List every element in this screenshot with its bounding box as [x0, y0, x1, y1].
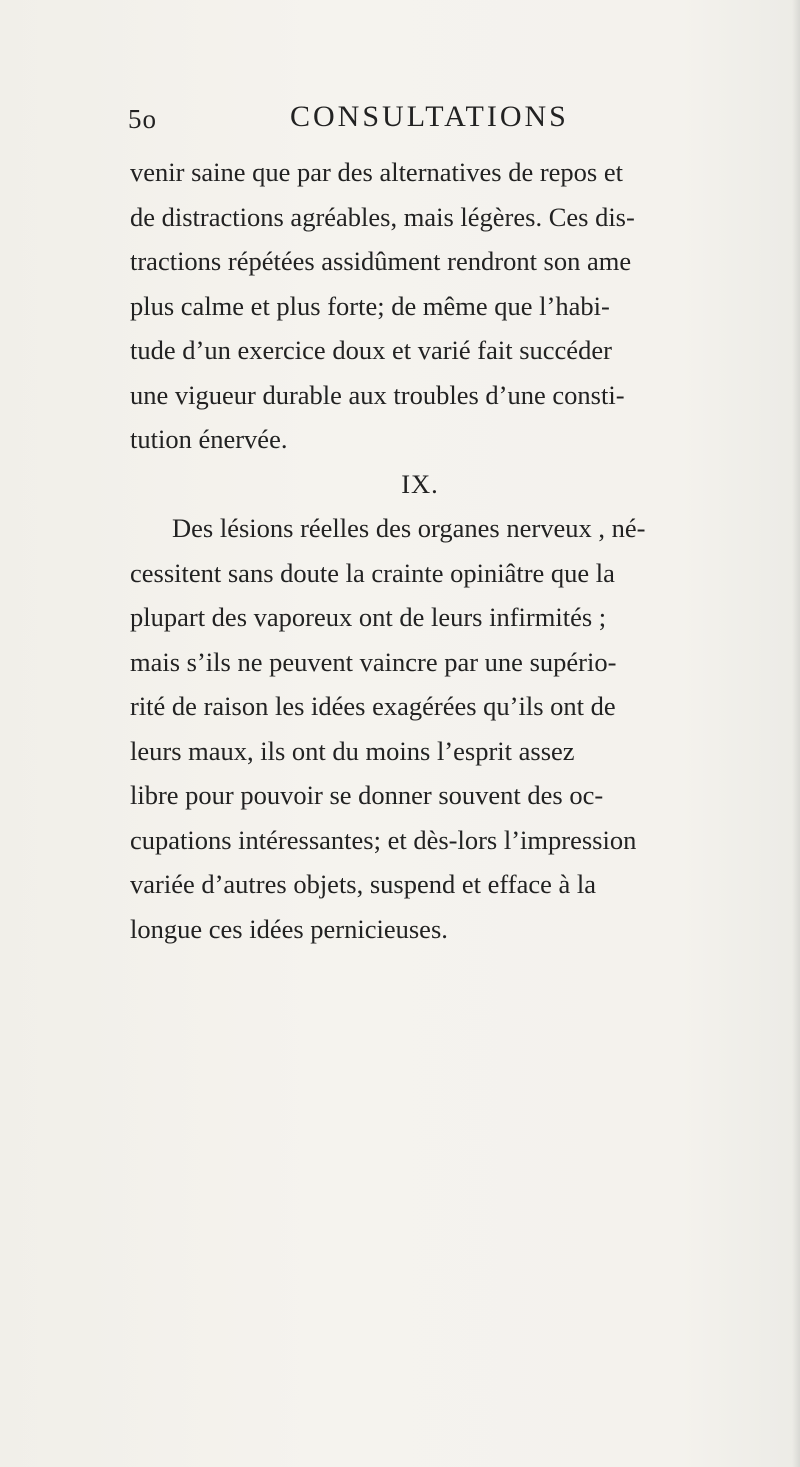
text-line: tractions répétées assidûment rendront son ame	[130, 246, 632, 276]
text-line: une vigueur durable aux troubles d’une consti-	[130, 379, 625, 410]
page-number: 5o	[128, 104, 157, 134]
text-line: leurs maux, ils ont du moins l’esprit assez	[130, 735, 575, 766]
text-line: tution énervée.	[130, 424, 288, 454]
text-line: plupart des vaporeux ont de leurs infirmités ;	[130, 602, 607, 632]
page-header	[128, 100, 688, 144]
page-edge-shadow	[792, 0, 800, 1467]
text-line: Des lésions réelles des organes nerveux , né-	[172, 513, 646, 543]
text-line: cessitent sans doute la crainte opiniâtre que la	[130, 557, 615, 588]
text-line: libre pour pouvoir se donner souvent des oc-	[130, 780, 604, 810]
text-line: mais s’ils ne peuvent vaincre par une supério-	[130, 646, 617, 677]
text-line: cupations intéressantes; et dès-lors l’impression	[130, 824, 637, 855]
text-line: rité de raison les idées exagérées qu’ils ont de	[130, 691, 616, 721]
text-line: de distractions agréables, mais légères. Ces dis-	[130, 201, 635, 232]
section-heading: IX.	[401, 468, 439, 499]
text-line: plus calme et plus forte; de même que l’habi-	[130, 290, 610, 321]
body-text	[130, 150, 690, 951]
text-line: variée d’autres objets, suspend et efface à la	[130, 869, 596, 899]
text-line: longue ces idées pernicieuses.	[130, 913, 448, 944]
text-line: venir saine que par des alternatives de repos et	[130, 157, 623, 187]
text-line: tude d’un exercice doux et varié fait succéder	[130, 335, 612, 365]
running-title: CONSULTATIONS	[290, 100, 569, 133]
